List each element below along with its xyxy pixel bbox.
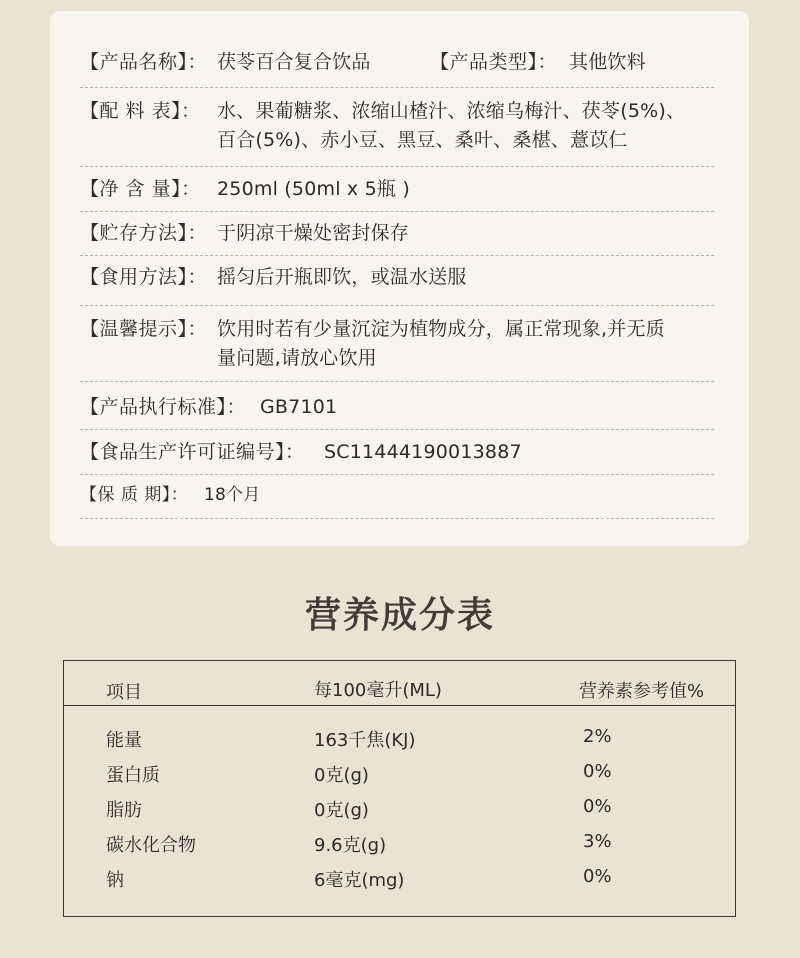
product-name-label: 【产品名称】： [80,51,208,73]
license-label: 【食品生产许可证编号】： [80,441,305,463]
row-sodium-name: 钠 [106,870,124,891]
shelf-life-value: 18个月 [204,485,261,505]
tips-value-line2: 量问题,请放心饮用 [217,347,377,369]
product-info-card [50,11,749,546]
divider [80,255,714,256]
row-protein-value: 0克(g) [314,765,369,786]
row-sodium-value: 6毫克(mg) [314,870,405,891]
shelf-life-label: 【保 质 期】： [80,485,189,505]
usage-value: 摇匀后开瓶即饮，或温水送服 [217,266,467,288]
row-protein-name: 蛋白质 [106,765,160,786]
ingredients-label: 【配 料 表】： [80,100,201,122]
divider [80,381,714,382]
net-content-row [80,175,715,204]
storage-value: 于阴凉干燥处密封保存 [217,222,410,244]
usage-row [80,263,715,292]
storage-label: 【贮存方法】： [80,222,208,244]
divider [80,166,714,167]
divider [80,429,714,430]
row-fat-nrv: 0% [583,796,612,817]
table-header-divider [63,705,736,706]
divider [80,211,714,212]
row-carb-name: 碳水化合物 [106,835,196,856]
tips-row [80,315,715,373]
row-carb-value: 9.6克(g) [314,835,387,856]
product-type-label: 【产品类型】： [430,51,558,73]
product-name-row [80,48,715,77]
divider [80,87,714,88]
row-energy-value: 163千焦(KJ) [314,730,416,751]
header-item: 项目 [106,682,142,703]
row-energy-nrv: 2% [583,726,612,747]
standard-value: GB7101 [260,396,338,418]
nutrition-title: 营养成分表 [304,595,495,636]
row-fat-name: 脂肪 [106,800,142,821]
product-name-value: 茯苓百合复合饮品 [217,51,371,73]
header-per-100ml: 每100毫升(ML) [314,680,442,701]
row-energy-name: 能量 [106,730,142,751]
license-value: SC11444190013887 [324,441,522,463]
net-content-label: 【净 含 量】： [80,178,201,200]
row-sodium-nrv: 0% [583,866,612,887]
row-fat-value: 0克(g) [314,800,369,821]
product-type-value: 其他饮料 [569,51,646,73]
divider [80,518,714,519]
storage-row [80,219,715,248]
header-nrv: 营养素参考值% [579,681,705,702]
usage-label: 【食用方法】： [80,266,208,288]
standard-row [80,393,715,422]
tips-label: 【温馨提示】： [80,318,208,340]
row-carb-nrv: 3% [583,831,612,852]
tips-value-line1: 饮用时若有少量沉淀为植物成分，属正常现象,并无质 [217,318,665,340]
standard-label: 【产品执行标准】： [80,396,247,418]
divider [80,474,714,475]
license-row [80,438,715,467]
divider [80,305,714,306]
row-protein-nrv: 0% [583,761,612,782]
net-content-value: 250ml (50ml x 5瓶 ) [217,178,410,200]
ingredients-row [80,97,715,155]
shelf-life-row [80,481,715,510]
ingredients-value-line1: 水、果葡糖浆、浓缩山楂汁、浓缩乌梅汁、茯苓(5%)、 [217,100,686,122]
ingredients-value-line2: 百合(5%)、赤小豆、黑豆、桑叶、桑椹、薏苡仁 [217,129,628,151]
